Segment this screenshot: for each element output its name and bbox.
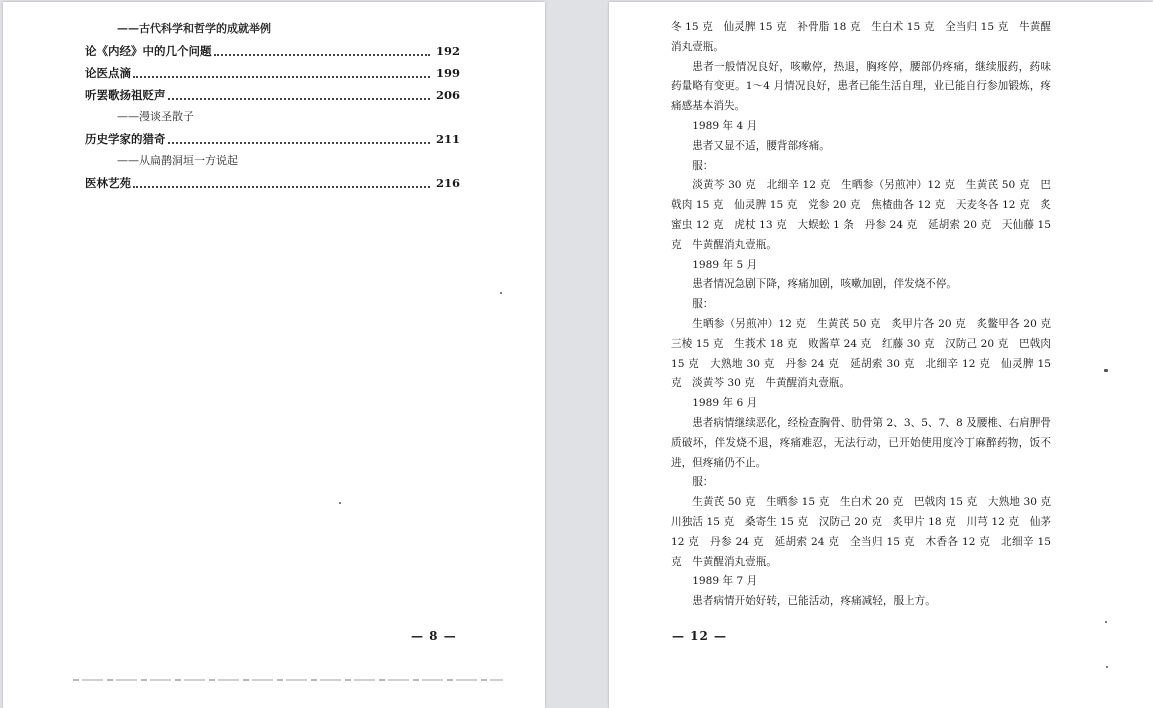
date-line: 1989 年 5 月: [692, 258, 758, 271]
prescription: 生晒参（另煎冲）12 克 生黄芪 50 克 炙甲片各 20 克 炙鳖甲各 20 克 三棱 15 克 生莪术 18 克 败酱草 24 克 红藤 30 克 汉防己 20 克 巴戟肉 15 克 大熟地 30 克 丹参 24 克 延胡索 30 克 北细辛 12 克 仙灵脾 15 克 淡黄芩 30 克 牛黄醒消丸壹瓶。: [671, 317, 1062, 390]
toc-entry-page: 192: [435, 44, 460, 58]
page-number: — 12 —: [672, 629, 728, 643]
prescription: 淡黄芩 30 克 北细辛 12 克 生晒参（另煎冲）12 克 生黄芪 50 克 巴戟肉 15 克 仙灵脾 15 克 党参 20 克 焦楂曲各 12 克 天麦冬各 12 克 炙蜜虫 12 克 虎杖 13 克 大蜈蚣 1 条 丹参 24 克 延胡索 20 克 天仙藤 15 克 牛黄醒消丸壹瓶。: [671, 179, 1051, 251]
scan-speck: [500, 292, 502, 294]
date-line: 1989 年 6 月: [692, 397, 758, 410]
toc-subtitle: ——漫谈圣散子: [117, 110, 194, 123]
toc-entry[interactable]: [85, 84, 460, 106]
toc-leader-dots: [133, 75, 430, 78]
prescription-label: 服：: [692, 159, 714, 172]
toc-subtitle: ——从扁鹊洞垣一方说起: [117, 154, 238, 167]
page-right: [609, 2, 1153, 708]
toc-entry-page: 199: [435, 66, 460, 80]
toc-entry-title: 听罢歌扬祖贬声: [85, 88, 166, 102]
table-of-contents: [85, 18, 460, 194]
scan-speck: [1106, 666, 1108, 668]
paragraph: 患者病情开始好转，已能活动，疼痛减轻，服上方。: [692, 595, 936, 608]
toc-entry[interactable]: [85, 128, 460, 150]
scan-speck: [339, 502, 341, 504]
toc-entry-page: 206: [435, 88, 460, 102]
toc-subtitle: ——古代科学和哲学的成就举例: [117, 22, 271, 35]
toc-leader-dots: [214, 53, 430, 56]
paragraph: 患者情况急剧下降，疼痛加剧，咳嗽加剧，伴发烧不停。: [692, 278, 958, 291]
paragraph: 冬 15 克 仙灵脾 15 克 补骨脂 18 克 生白术 15 克 全当归 15 克 牛黄醒消丸壹瓶。: [671, 21, 1051, 53]
paragraph: 患者一般情况良好，咳嗽停，热退，胸疼停，腰部仍疼痛，继续服药，药味药量略有变更。1～4 月情况良好，患者已能生活自理，业已能自行参加锻炼，疼痛感基本消失。: [671, 60, 1051, 113]
scan-artifact-line: [73, 679, 503, 681]
toc-entry-page: 216: [435, 176, 460, 190]
toc-entry[interactable]: [85, 62, 460, 84]
toc-entry[interactable]: [85, 172, 460, 194]
scan-speck: [1105, 621, 1107, 623]
paragraph: 患者病情继续恶化，经检查胸骨、肋骨第 2、3、5、7、8 及腰椎、右肩胛骨质破坏，伴发烧不退，疼痛难忍，无法行动，已开始使用度冷丁麻醉药物，饭不进，但疼痛仍不止。: [671, 416, 1051, 469]
toc-entry[interactable]: [85, 40, 460, 62]
date-line: 1989 年 4 月: [692, 119, 758, 132]
toc-leader-dots: [168, 97, 430, 100]
prescription: 生黄芪 50 克 生晒参 15 克 生白术 20 克 巴戟肉 15 克 大熟地 30 克 川独活 15 克 桑寄生 15 克 汉防己 20 克 炙甲片 18 克 川芎 12 克 仙茅 12 克 丹参 24 克 延胡索 24 克 全当归 15 克 木香各 12 克 北细辛 15 克 牛黄醒消丸壹瓶。: [671, 496, 1062, 568]
toc-entry-title: 论医点滴: [85, 66, 131, 80]
page-number: — 8 —: [411, 629, 457, 643]
toc-leader-dots: [133, 185, 430, 188]
prescription-label: 服：: [692, 298, 714, 311]
paragraph: 患者又显不适，腰背部疼痛。: [692, 139, 830, 152]
toc-entry-title: 论《内经》中的几个问题: [85, 44, 212, 58]
toc-entry-title: 医林艺苑: [85, 176, 131, 190]
page-left: [3, 2, 545, 708]
prescription-label: 服：: [692, 476, 714, 489]
toc-entry-page: 211: [435, 132, 460, 146]
toc-entry-title: 历史学家的猎奇: [85, 132, 166, 146]
toc-leader-dots: [168, 141, 430, 144]
scan-speck: [1104, 369, 1108, 372]
page-body-text: [671, 18, 1062, 612]
date-line: 1989 年 7 月: [692, 575, 758, 588]
